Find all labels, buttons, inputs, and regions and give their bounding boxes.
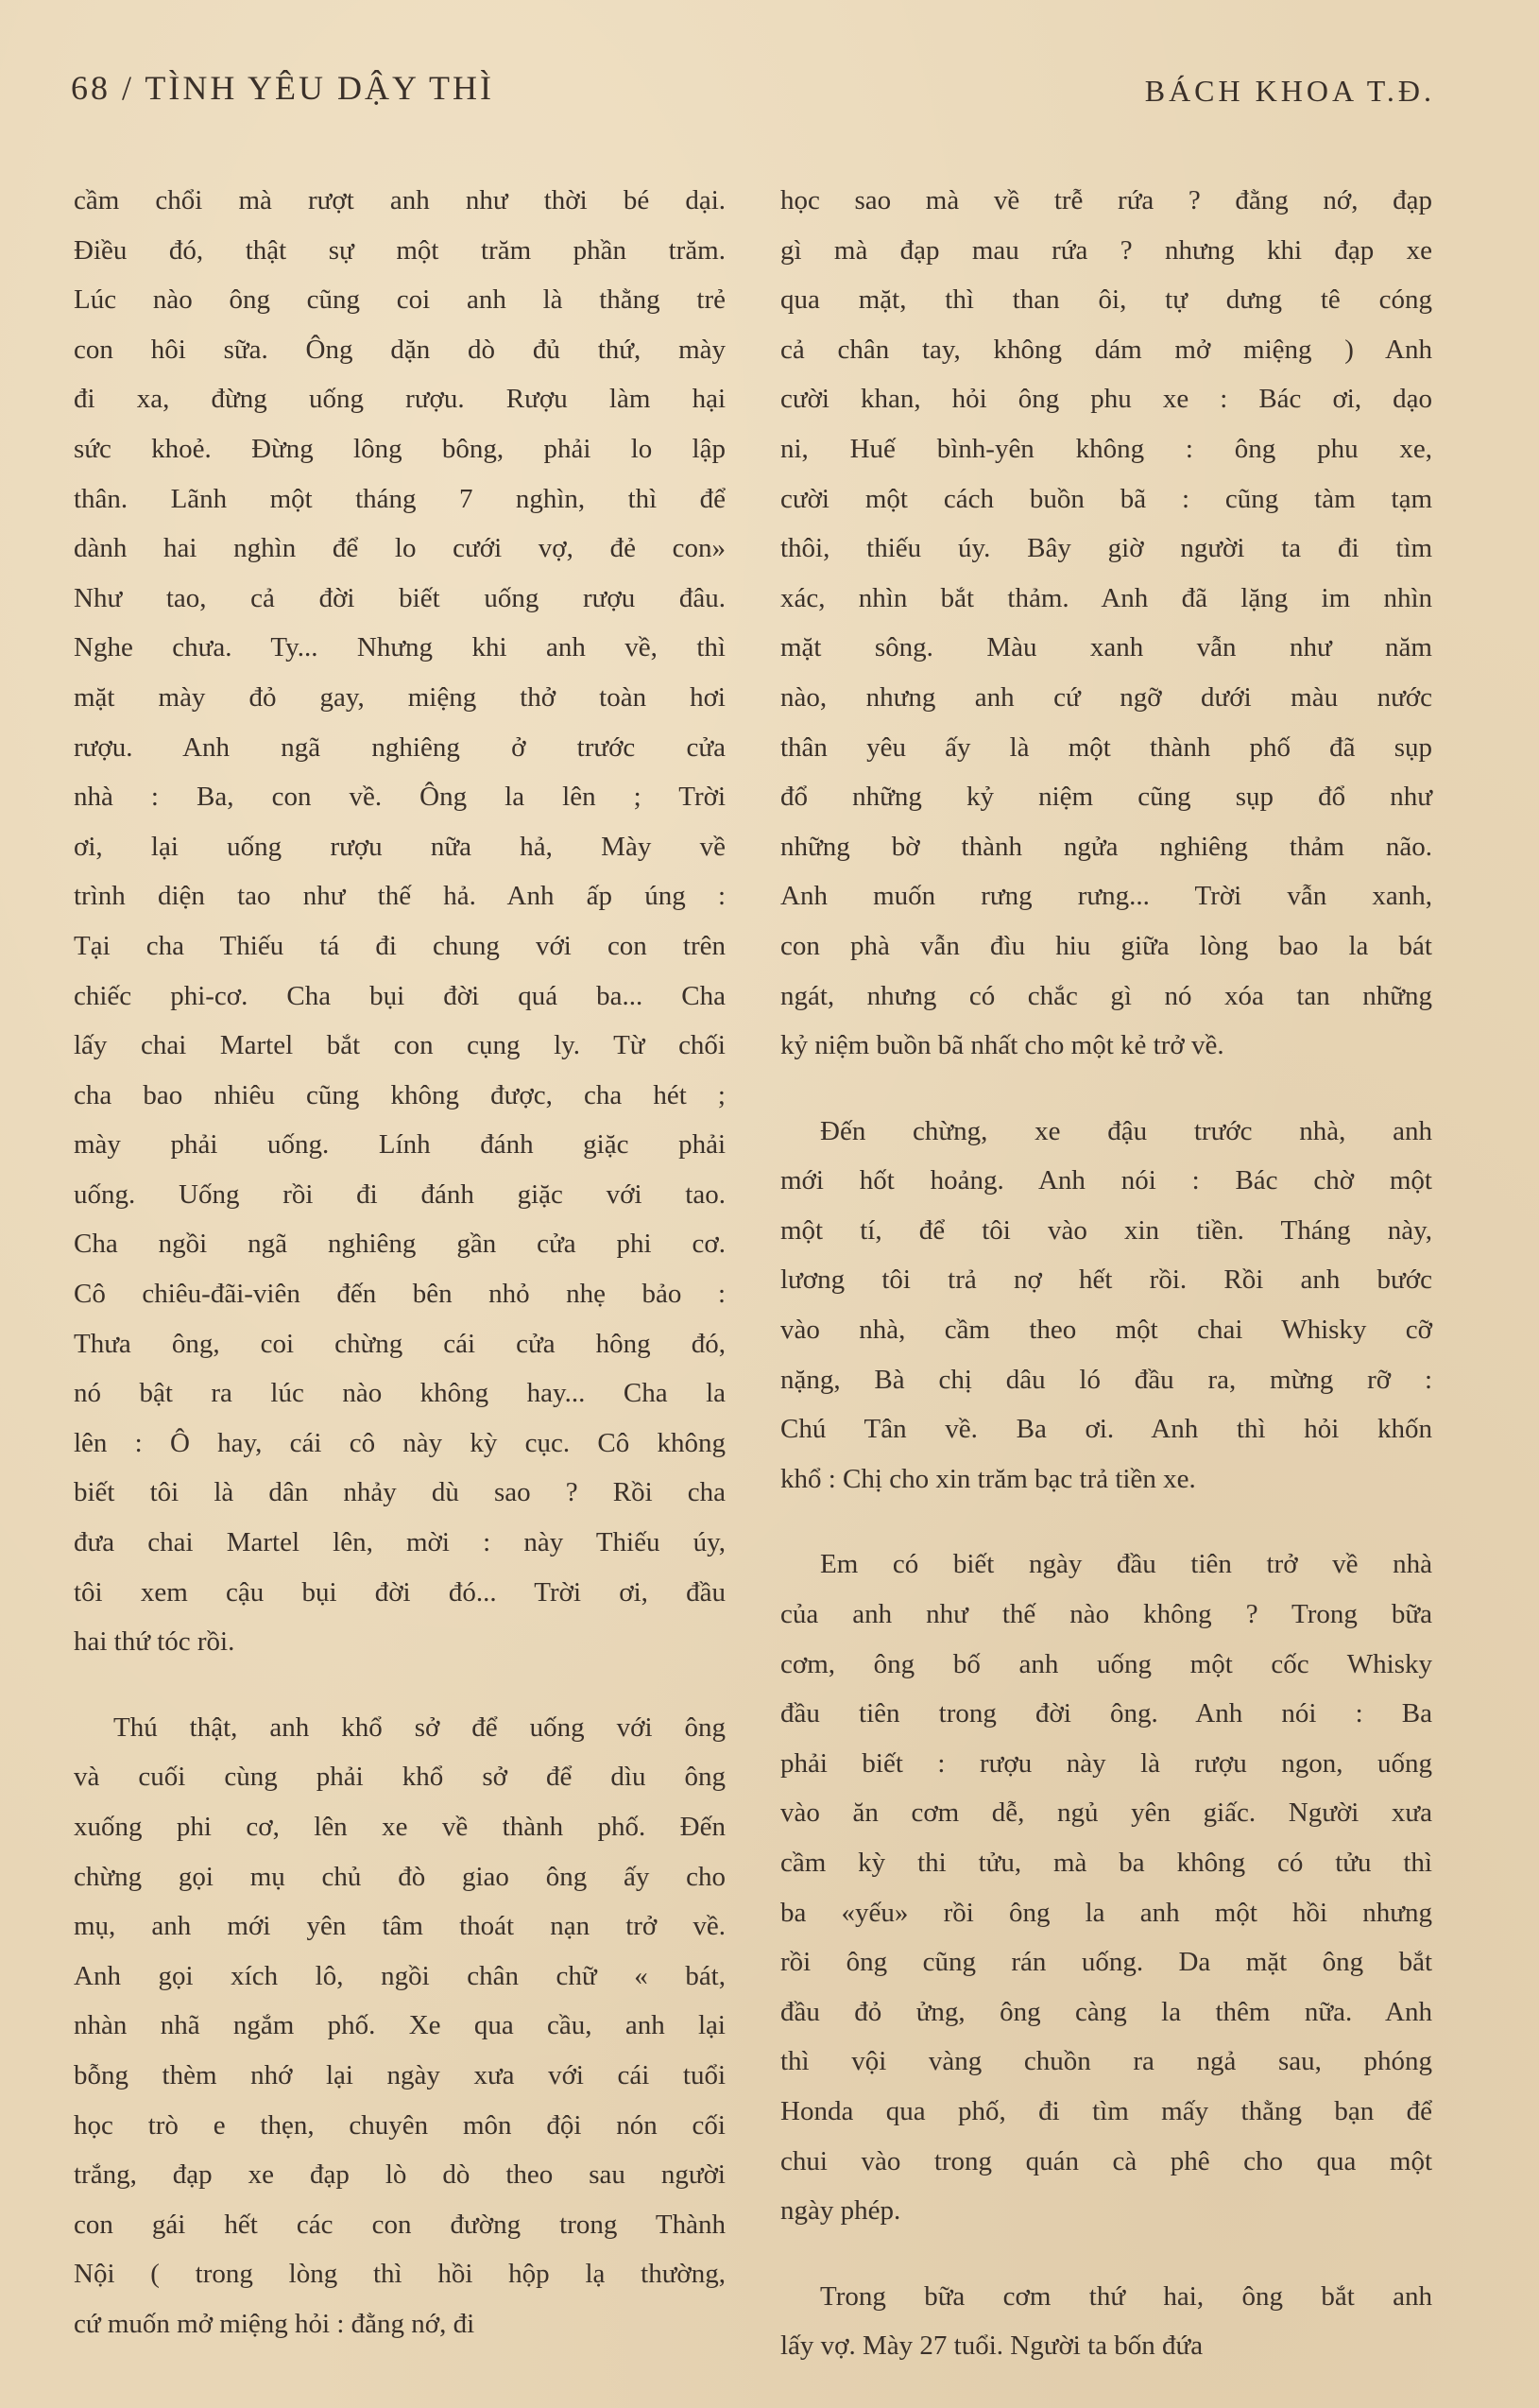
text-line: cười một cách buồn bã : cũng tàm tạm	[780, 483, 1432, 514]
text-line: đưa chai Martel lên, mời : này Thiếu úy,	[74, 1527, 726, 1558]
text-line: thân yêu ấy là một thành phố đã sụp	[780, 731, 1432, 763]
text-line: mặt sông. Màu xanh vẫn như năm	[780, 632, 1432, 663]
paragraph-gap	[74, 1667, 726, 1703]
text-line: mày phải uống. Lính đánh giặc phải	[74, 1129, 726, 1161]
text-line: ngát, nhưng có chắc gì nó xóa tan những	[780, 980, 1432, 1011]
paragraph-gap	[780, 2236, 1432, 2272]
paragraph	[780, 1539, 1432, 2235]
text-line: thân. Lãnh một tháng 7 nghìn, thì để	[74, 483, 726, 514]
text-line: lấy vợ. Mày 27 tuổi. Người ta bốn đứa	[780, 2331, 1204, 2362]
text-line: vào ăn cơm dễ, ngủ yên giấc. Người xưa	[780, 1797, 1432, 1829]
text-line: mới hốt hoảng. Anh nói : Bác chờ một	[780, 1165, 1432, 1196]
text-line: ba «yếu» rồi ông la anh một hồi nhưng	[780, 1897, 1432, 1928]
text-line: những bờ thành ngửa nghiêng thảm não.	[780, 831, 1432, 862]
text-line: Trong bữa cơm thứ hai, ông bắt anh	[820, 2280, 1432, 2312]
text-line: Honda qua phố, đi tìm mấy thằng bạn để	[780, 2095, 1432, 2126]
text-line: Cô chiêu-đãi-viên đến bên nhỏ nhẹ bảo :	[74, 1279, 726, 1310]
text-line: nó bật ra lúc nào không hay... Cha la	[74, 1378, 726, 1409]
text-line: con gái hết các con đường trong Thành	[74, 2209, 726, 2240]
text-line: học trò e thẹn, chuyên môn đội nón cối	[74, 2109, 726, 2141]
text-line: Cha ngồi ngã nghiêng gần cửa phi cơ.	[74, 1229, 726, 1260]
paragraph	[74, 1703, 726, 2349]
text-line: Chú Tân về. Ba ơi. Anh thì hỏi khốn	[780, 1414, 1432, 1445]
text-line: cứ muốn mở miệng hỏi : đằng nớ, đi	[74, 2308, 475, 2339]
text-line: Tại cha Thiếu tá đi chung với con trên	[74, 930, 726, 961]
text-line: thôi, thiếu úy. Bây giờ người ta đi tìm	[780, 533, 1432, 564]
text-line: chừng gọi mụ chủ đò giao ông ấy cho	[74, 1861, 726, 1892]
text-line: qua mặt, thì than ôi, tự dưng tê cóng	[780, 284, 1432, 316]
text-line: chiếc phi-cơ. Cha bụi đời quá ba... Cha	[74, 980, 726, 1011]
text-line: cầm chổi mà rượt anh như thời bé dại.	[74, 185, 726, 215]
left-column	[74, 176, 726, 2349]
text-line: sức khoẻ. Đừng lông bông, phải lo lập	[74, 433, 726, 464]
text-line: đi xa, đừng uống rượu. Rượu làm hại	[74, 384, 726, 415]
text-line: rồi ông cũng rán uống. Da mặt ông bắt	[780, 1947, 1432, 1978]
text-line: cầm kỳ thi tửu, mà ba không có tửu thì	[780, 1848, 1432, 1878]
text-line: một tí, để tôi vào xin tiền. Tháng này,	[780, 1214, 1432, 1246]
text-line: Điều đó, thật sự một trăm phần trăm.	[74, 234, 726, 266]
text-line: và cuối cùng phải khổ sở để dìu ông	[74, 1762, 726, 1793]
text-line: nào, nhưng anh cứ ngỡ dưới màu nước	[780, 681, 1432, 713]
text-line: con hôi sữa. Ông dặn dò đủ thứ, mày	[74, 334, 726, 365]
text-line: học sao mà về trễ rứa ? đằng nớ, đạp	[780, 185, 1432, 215]
text-line: ơi, lại uống rượu nữa hả, Mày về	[74, 831, 726, 862]
text-line: đổ những kỷ niệm cũng sụp đổ như	[780, 782, 1432, 813]
paragraph	[780, 176, 1432, 1071]
text-line: lấy chai Martel bắt con cụng ly. Từ chối	[74, 1030, 726, 1061]
text-line: Như tao, cả đời biết uống rượu đâu.	[74, 582, 726, 613]
paragraph-gap	[780, 1504, 1432, 1539]
text-line: cả chân tay, không dám mở miệng ) Anh	[780, 334, 1432, 365]
text-line: Anh gọi xích lô, ngồi chân chữ « bát,	[74, 1960, 726, 1991]
text-line: của anh như thế nào không ? Trong bữa	[780, 1599, 1432, 1630]
text-line: Đến chừng, xe đậu trước nhà, anh	[820, 1115, 1432, 1146]
text-line: bỗng thèm nhớ lại ngày xưa với cái tuổi	[74, 2059, 726, 2090]
text-line: hai thứ tóc rồi.	[74, 1626, 235, 1658]
text-line: phải biết : rượu này là rượu ngon, uống	[780, 1747, 1432, 1779]
text-line: khổ : Chị cho xin trăm bạc trả tiền xe.	[780, 1463, 1196, 1494]
text-line: nhà : Ba, con về. Ông la lên ; Trời	[74, 782, 726, 813]
text-line: con phà vẫn đìu hiu giữa lòng bao la bát	[780, 930, 1432, 961]
text-line: đầu tiên trong đời ông. Anh nói : Ba	[780, 1698, 1432, 1729]
text-line: mụ, anh mới yên tâm thoát nạn trở về.	[74, 1911, 726, 1942]
text-line: Em có biết ngày đầu tiên trở về nhà	[820, 1549, 1432, 1580]
text-line: ngày phép.	[780, 2195, 901, 2227]
text-line: đầu đỏ ửng, ông càng la thêm nữa. Anh	[780, 1996, 1432, 2027]
text-line: Thưa ông, coi chừng cái cửa hông đó,	[74, 1328, 726, 1359]
text-line: trắng, đạp xe đạp lò dò theo sau người	[74, 2159, 726, 2191]
text-line: lên : Ô hay, cái cô này kỳ cục. Cô không	[74, 1427, 726, 1458]
text-line: Nội ( trong lòng thì hồi hộp lạ thường,	[74, 2259, 726, 2290]
text-line: Lúc nào ông cũng coi anh là thằng trẻ	[74, 284, 726, 316]
running-header	[71, 68, 1435, 115]
text-line: dành hai nghìn để lo cưới vợ, đẻ con»	[74, 533, 726, 564]
text-line: mặt mày đỏ gay, miệng thở toàn hơi	[74, 681, 726, 713]
paragraph	[780, 1107, 1432, 1505]
text-line: thì vội vàng chuồn ra ngả sau, phóng	[780, 2046, 1432, 2077]
text-line: nhàn nhã ngắm phố. Xe qua cầu, anh lại	[74, 2010, 726, 2041]
text-line: tôi xem cậu bụi đời đó... Trời ơi, đầu	[74, 1576, 726, 1608]
header-right: BÁCH KHOA T.Đ.	[1144, 74, 1435, 108]
text-line: cha bao nhiêu cũng không được, cha hét ;	[74, 1079, 726, 1110]
header-left: 68 / TÌNH YÊU DẬY THÌ	[71, 69, 494, 107]
text-line: nặng, Bà chị dâu ló đầu ra, mừng rỡ :	[780, 1364, 1432, 1395]
text-line: gì mà đạp mau rứa ? nhưng khi đạp xe	[780, 234, 1432, 266]
text-line: xác, nhìn bắt thảm. Anh đã lặng im nhìn	[780, 582, 1432, 613]
text-line: chui vào trong quán cà phê cho qua một	[780, 2145, 1432, 2176]
text-line: kỷ niệm buồn bã nhất cho một kẻ trở về.	[780, 1030, 1224, 1061]
paragraph	[780, 2272, 1432, 2371]
text-line: biết tôi là dân nhảy dù sao ? Rồi cha	[74, 1477, 726, 1508]
text-line: Thú thật, anh khổ sở để uống với ông	[113, 1711, 726, 1743]
text-line: trình diện tao như thế hả. Anh ấp úng :	[74, 881, 726, 912]
text-line: rượu. Anh ngã nghiêng ở trước cửa	[74, 731, 726, 763]
text-line: lương tôi trả nợ hết rồi. Rồi anh bước	[780, 1264, 1432, 1296]
text-line: uống. Uống rồi đi đánh giặc với tao.	[74, 1178, 726, 1210]
text-line: cười khan, hỏi ông phu xe : Bác ơi, dạo	[780, 384, 1432, 415]
text-line: xuống phi cơ, lên xe về thành phố. Đến	[74, 1812, 726, 1842]
text-line: Anh muốn rưng rưng... Trời vẫn xanh,	[780, 881, 1432, 912]
paragraph-gap	[780, 1071, 1432, 1107]
right-column	[780, 176, 1432, 2371]
text-line: vào nhà, cầm theo một chai Whisky cỡ	[780, 1315, 1432, 1346]
paragraph	[74, 176, 726, 1667]
text-line: Nghe chưa. Ty... Nhưng khi anh về, thì	[74, 632, 726, 663]
text-line: cơm, ông bố anh uống một cốc Whisky	[780, 1648, 1432, 1679]
text-line: ni, Huế bình-yên không : ông phu xe,	[780, 433, 1432, 464]
